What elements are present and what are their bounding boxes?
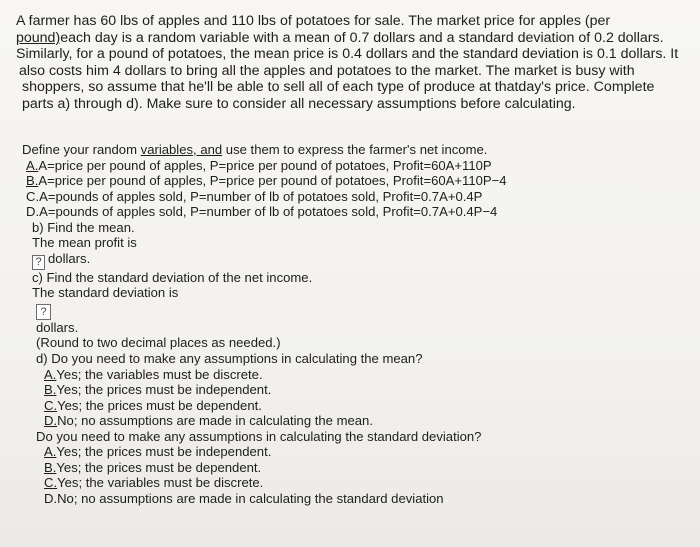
option-letter: A. xyxy=(26,157,39,173)
option-text: A=price per pound of apples, P=price per pound of potatoes, Profit=60A+110P xyxy=(38,157,492,173)
option-text: Yes; the variables must be discrete. xyxy=(56,366,263,382)
option-letter: B. xyxy=(44,382,57,398)
mean-prompt: The mean profit is xyxy=(32,235,137,251)
option-letter: D. xyxy=(44,413,58,429)
option-letter: C. xyxy=(44,475,58,491)
part-d-sd-question: Do you need to make any assumptions in calculating the standard deviation? xyxy=(36,428,482,444)
prompt-text: Define your random xyxy=(22,142,141,157)
sd-assumption-option-b[interactable] xyxy=(22,460,662,476)
option-letter: B. xyxy=(26,173,39,189)
option-text: Yes; the prices must be dependent. xyxy=(57,397,262,413)
part-c-title: c) Find the standard deviation of the net income. xyxy=(32,269,313,285)
option-text: Yes; the variables must be discrete. xyxy=(57,475,264,491)
sd-answer-row xyxy=(22,301,662,320)
answer-section xyxy=(22,142,662,506)
part-a-option-d[interactable] xyxy=(22,204,662,220)
option-letter: B. xyxy=(44,459,57,475)
mean-assumption-option-d[interactable] xyxy=(22,413,662,429)
problem-line: parts a) through d). Make sure to consider all necessary assumptions before calculating. xyxy=(22,95,576,112)
sd-assumption-option-c[interactable] xyxy=(22,475,662,491)
mean-assumption-option-c[interactable] xyxy=(22,398,662,414)
option-text: Yes; the prices must be dependent. xyxy=(56,459,262,475)
problem-line xyxy=(16,30,686,47)
option-letter: D. xyxy=(44,490,58,506)
part-a-option-b[interactable] xyxy=(22,173,662,189)
problem-line: A farmer has 60 lbs of apples and 110 lbs of potatoes for sale. The market price for apples (per xyxy=(16,13,611,29)
option-letter: A. xyxy=(44,444,57,460)
unit-label: dollars. xyxy=(36,319,79,335)
prompt-text: use them to express the farmer's net income. xyxy=(222,142,488,157)
unit-label: dollars. xyxy=(48,250,91,266)
option-letter: A. xyxy=(44,366,57,382)
mean-assumption-option-a[interactable] xyxy=(22,367,662,383)
underlined-term: pound) xyxy=(16,29,61,46)
problem-statement xyxy=(16,13,686,113)
option-text: No; no assumptions are made in calculating the mean. xyxy=(57,413,373,429)
part-d-mean-question: d) Do you need to make any assumptions in calculating the mean? xyxy=(36,351,423,367)
problem-line: also costs him 4 dollars to bring all the apples and potatoes to the market. The market is busy with xyxy=(19,62,635,79)
problem-line-text: each day is a random variable with a mean of 0.7 dollars and a standard deviation of 0.2 dollars. xyxy=(60,29,664,46)
sd-answer-input[interactable]: ? xyxy=(36,304,51,320)
sd-prompt: The standard deviation is xyxy=(32,285,179,301)
sd-assumption-option-a[interactable] xyxy=(22,444,662,460)
option-text: A=price per pound of apples, P=price per pound of potatoes, Profit=60A+110P−4 xyxy=(38,173,507,189)
part-a-option-c[interactable] xyxy=(22,189,662,205)
part-a-option-a[interactable] xyxy=(22,158,662,174)
mean-answer-input[interactable]: ? xyxy=(32,255,45,270)
option-text: A=pounds of apples sold, P=number of lb of potatoes sold, Profit=0.7A+0.4P xyxy=(39,188,483,204)
option-text: A=pounds of apples sold, P=number of lb of potatoes sold, Profit=0.7A+0.4P−4 xyxy=(39,204,498,220)
rounding-note: (Round to two decimal places as needed.) xyxy=(36,335,281,351)
mean-assumption-option-b[interactable] xyxy=(22,382,662,398)
option-text: Yes; the prices must be independent. xyxy=(56,382,272,398)
part-b-title: b) Find the mean. xyxy=(32,219,135,235)
option-letter: C. xyxy=(44,397,58,413)
option-letter: C. xyxy=(26,188,40,204)
mean-answer-row xyxy=(22,251,662,270)
option-text: No; no assumptions are made in calculating the standard deviation xyxy=(57,490,444,506)
option-letter: D. xyxy=(26,204,40,220)
option-text: Yes; the prices must be independent. xyxy=(56,444,272,460)
part-a-prompt xyxy=(22,142,662,158)
problem-line: Similarly, for a pound of potatoes, the mean price is 0.4 dollars and the standard deviation is 0.1 dollars. It xyxy=(16,46,679,63)
problem-line: shoppers, so assume that he'll be able to sell all of each type of produce at thatday's price. Complete xyxy=(22,79,655,96)
sd-assumption-option-d[interactable] xyxy=(22,491,662,507)
underlined-term: variables, and xyxy=(140,142,223,157)
